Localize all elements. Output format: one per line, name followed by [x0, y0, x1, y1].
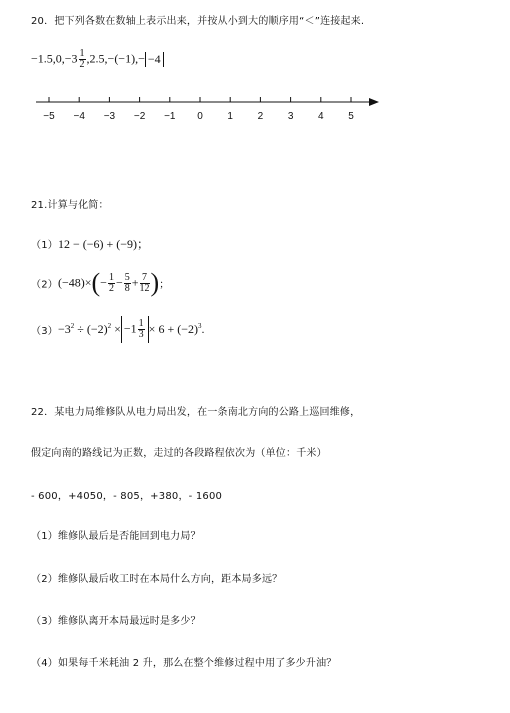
- q21-part2-frac2: [124, 273, 131, 294]
- frac2-den: 8: [124, 282, 130, 294]
- p3-pre: −3: [57, 322, 71, 336]
- p3-exp1: 2: [70, 322, 75, 330]
- q21-part2: [31, 270, 169, 296]
- q21-part3: [31, 316, 204, 343]
- number-line-tick-label: 5: [348, 111, 354, 122]
- q21-part2-lparen: (: [91, 268, 101, 297]
- q21-title: 21.计算与化简：: [31, 200, 109, 211]
- q21-part3-label: （3）: [31, 326, 58, 337]
- q21-part2-frac1: [108, 273, 115, 294]
- q21-part2-frac3: [140, 273, 150, 294]
- p3-end: .: [201, 322, 205, 336]
- q20-numbers-suffix: ,2.5,−(−1),−: [86, 51, 145, 66]
- q22-sub2: （2）维修队最后收工时在本局什么方向，距本局多远？: [31, 574, 283, 585]
- q20-number-list: [31, 49, 164, 70]
- p3-abs-num: 1: [138, 318, 144, 329]
- number-line-arrow-icon: [369, 98, 379, 106]
- q21-part2-pre: (−48)×: [57, 275, 92, 290]
- q21-part3-expr: [58, 322, 121, 336]
- p3-abs-pre: −1: [123, 321, 137, 336]
- p3-mid: ÷ (−2): [74, 322, 108, 336]
- p3-post: × 6 + (−2): [148, 322, 198, 336]
- q21-part3-post: [149, 322, 205, 336]
- p3-exp3: 3: [197, 322, 202, 330]
- q20-prompt: 20．把下列各数在数轴上表示出来，并按从小到大的顺序用“＜”连接起来.: [31, 16, 365, 27]
- q20-frac-den: 2: [79, 59, 85, 70]
- q21-part2-sign: −: [100, 275, 107, 290]
- frac3-den: 12: [139, 282, 150, 294]
- frac2-num: 5: [124, 271, 130, 283]
- number-line-tick-label: 4: [318, 111, 324, 122]
- q20-frac-num: 1: [79, 48, 85, 59]
- frac3-num: 7: [140, 273, 150, 284]
- q22-sub4: （4）如果每千米耗油 2 升，那么在整个维修过程中用了多少升油？: [31, 658, 337, 669]
- q22-data: - 600，+4050，- 805，+380，- 1600: [31, 491, 223, 502]
- q21-part1-label: （1）: [31, 240, 58, 251]
- q20-mixed-fraction: [79, 49, 86, 70]
- q20-number-line: [30, 92, 390, 132]
- number-line-tick-label: −4: [73, 111, 85, 122]
- p3-exp2: 2: [107, 322, 112, 330]
- q22-rule: 假定向南的路线记为正数，走过的各段路程依次为（单位：千米）: [31, 448, 327, 459]
- q22-sub1: （1）维修队最后是否能回到电力局？: [31, 531, 201, 542]
- q20-numbers-prefix: −1.5,0,−3: [31, 51, 78, 66]
- q21-part2-op1: −: [115, 275, 123, 290]
- number-line-tick-label: −5: [43, 111, 55, 122]
- number-line-tick-label: −2: [133, 111, 146, 122]
- number-line-tick-label: 3: [287, 111, 294, 122]
- q21-part2-rparen: ): [150, 268, 160, 297]
- q21-part2-label: （2）: [31, 279, 58, 291]
- p3-abs-den: 3: [138, 329, 144, 340]
- p3-times: ×: [111, 322, 121, 336]
- q21-part1: [31, 235, 149, 252]
- frac1-den: 2: [108, 282, 114, 294]
- number-line-tick-label: 1: [227, 111, 233, 122]
- number-line-tick-label: −3: [103, 111, 116, 122]
- number-line-tick-label: 2: [257, 111, 264, 122]
- q20-abs-value: −4: [145, 52, 164, 67]
- q21-part3-abs: [121, 316, 149, 343]
- q21-part2-op2: +: [131, 275, 139, 290]
- q21-part2-end: ；: [159, 279, 170, 291]
- q21-part1-expr: 12 − (−6) + (−9)；: [57, 237, 150, 251]
- number-line-tick-label: 0: [197, 111, 203, 122]
- number-line-tick-label: −1: [164, 111, 176, 122]
- q22-sub3: （3）维修队离开本局最远时是多少？: [31, 616, 201, 627]
- q22-intro: 22．某电力局维修队从电力局出发，在一条南北方向的公路上巡回维修，: [31, 407, 361, 418]
- frac1-num: 1: [108, 271, 114, 283]
